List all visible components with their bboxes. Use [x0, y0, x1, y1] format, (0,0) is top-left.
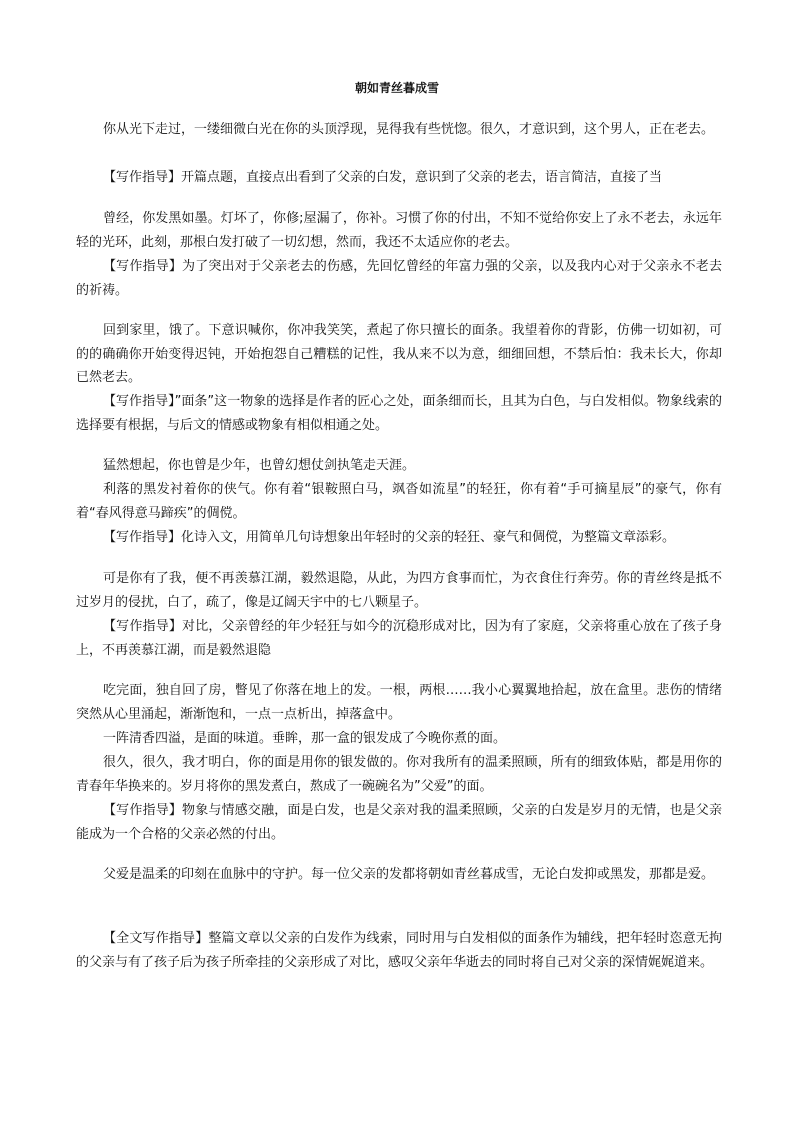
paragraph-hair: 吃完面，独自回了房，瞥见了你落在地上的发。一根，两根……我小心翼翼地拾起，放在盒里。悲伤的情绪突然从心里涌起，渐渐饱和，一点一点析出，掉落盒中。 — [76, 683, 722, 722]
paragraph-realization: 很久，很久，我才明白，你的面是用你的银发做的。你对我所有的温柔照顾，所有的细致体贴，都是用你的青春年华换来的。岁月将你的黑发煮白，熬成了一碗碗名为”父爱”的面。 — [76, 755, 722, 794]
guidance-5: 【写作指导】对比，父亲曾经的年少轻狂与如今的沉稳形成对比，因为有了家庭，父亲将重心放在了孩子身上，不再羡慕江湖，而是毅然退隐 — [76, 619, 722, 658]
document-title: 朝如青丝暮成雪 — [354, 81, 439, 95]
paragraph-past: 曾经，你发黑如墨。灯坏了，你修;屋漏了，你补。习惯了你的付出，不知不觉给你安上了永不老去，永远年轻的光环，此刻，那根白发打破了一切幻想，然而，我还不太适应你的老去。 — [76, 211, 722, 250]
paragraph-home: 回到家里，饿了。下意识喊你，你冲我笑笑，煮起了你只擅长的面条。我望着你的背影，仿佛一切如初，可的的确确你开始变得迟钝，开始抱怨自己糟糕的记性，我从来不以为意，细细回想，不禁后怕：我未长大，你却已然老去。 — [76, 323, 722, 385]
paragraph-chivalry: 利落的黑发衬着你的侠气。你有着“银鞍照白马，飒沓如流星”的轻狂，你有着“手可摘星辰”的豪气，你有着“春风得意马蹄疾”的倜傥。 — [76, 482, 722, 521]
guidance-4: 【写作指导】化诗入文，用简单几句诗想象出年轻时的父亲的轻狂、豪气和倜傥，为整篇文章添彩。 — [103, 530, 676, 545]
guidance-2: 【写作指导】为了突出对于父亲老去的伤感，先回忆曾经的年富力强的父亲，以及我内心对于父亲永不老去的祈祷。 — [76, 259, 722, 298]
guidance-overall: 【全文写作指导】整篇文章以父亲的白发作为线索，同时用与白发相似的面条作为辅线，把年轻时恣意无拘的父亲与有了孩子后为孩子所牵挂的父亲形成了对比，感叹父亲年华逝去的同时将自己对父亲的深情娓娓道来。 — [76, 931, 722, 970]
guidance-3: 【写作指导】”面条”这一物象的选择是作者的匠心之处，面条细而长，且其为白色，与白发相似。物象线索的选择要有根据，与后文的情感或物象有相似相通之处。 — [76, 394, 722, 433]
paragraph-retreat: 可是你有了我，便不再羡慕江湖，毅然退隐，从此，为四方食事而忙，为衣食住行奔劳。你的青丝终是抵不过岁月的侵扰，白了，疏了，像是辽阔天宇中的七八颗星子。 — [76, 571, 722, 610]
paragraph-fragrance: 一阵清香四溢，是面的味道。垂眸，那一盒的银发成了今晚你煮的面。 — [103, 731, 507, 746]
paragraph-youth: 猛然想起，你也曾是少年，也曾幻想仗剑执笔走天涯。 — [103, 458, 416, 473]
paragraph-conclusion: 父爱是温柔的印刻在血脉中的守护。每一位父亲的发都将朝如青丝暮成雪，无论白发抑或黑发，那都是爱。 — [103, 867, 715, 882]
paragraph-opening: 你从光下走过，一缕细微白光在你的头顶浮现，晃得我有些恍惚。很久，才意识到，这个男人，正在老去。 — [103, 122, 715, 137]
guidance-6: 【写作指导】物象与情感交融，面是白发，也是父亲对我的温柔照顾，父亲的白发是岁月的无情，也是父亲能成为一个合格的父亲必然的付出。 — [76, 803, 722, 842]
guidance-1: 【写作指导】开篇点题，直接点出看到了父亲的白发，意识到了父亲的老去，语言简洁，直接了当 — [103, 170, 663, 185]
